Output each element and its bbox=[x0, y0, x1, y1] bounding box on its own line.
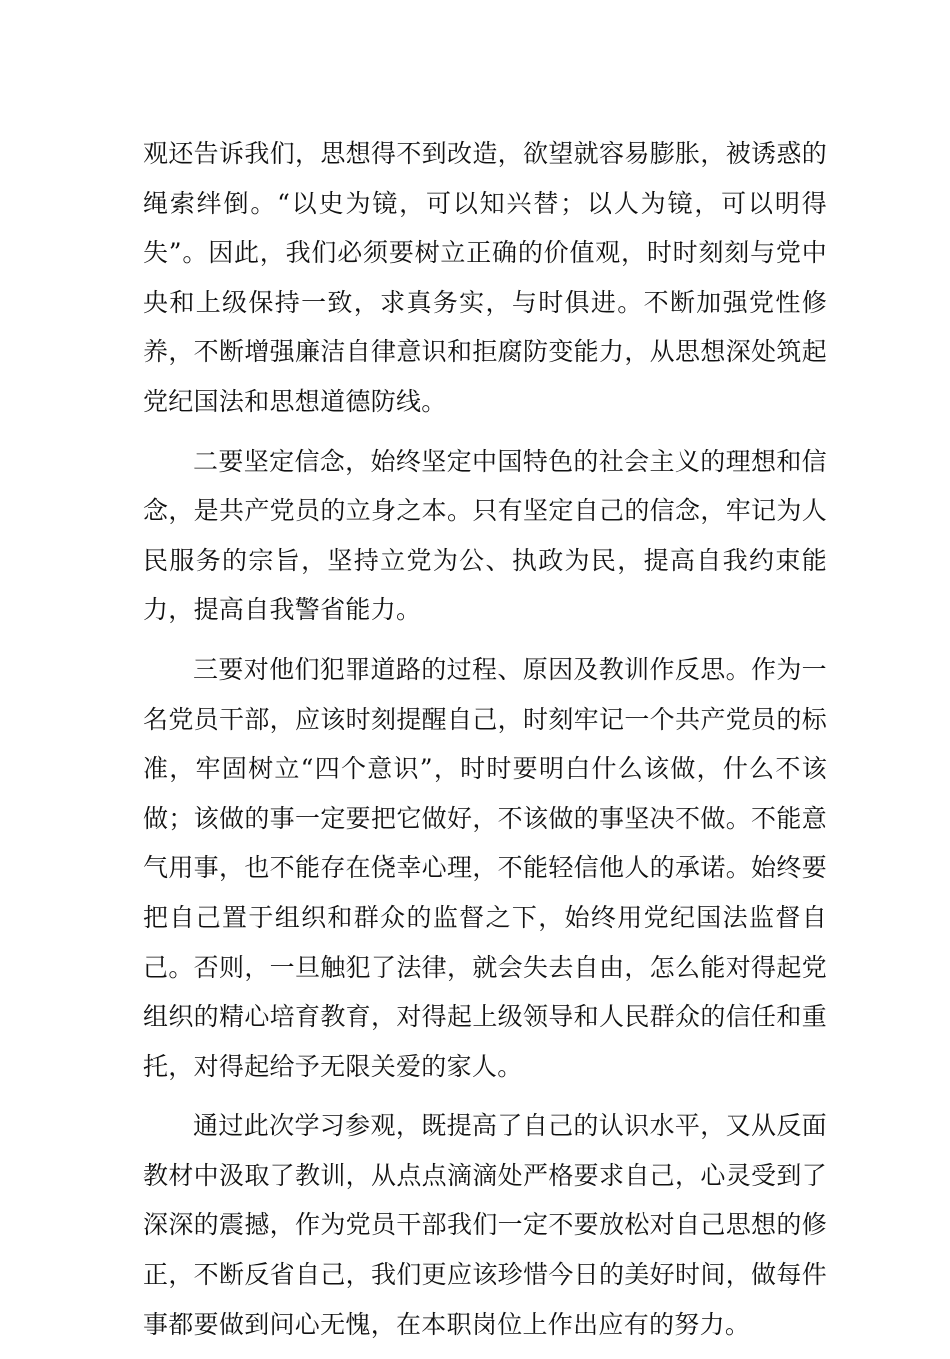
paragraph-conclusion: 通过此次学习参观，既提高了自己的认识水平，又从反面教材中汲取了教训，从点点滴滴处严格要求自己，心灵受到了深深的震撼，作为党员干部我们一定不要放松对自己思想的修正，不断反省自己，我们更应该珍惜今日的美好时间，做每件事都要做到问心无愧，在本职岗位上作出应有的努力。 bbox=[143, 1111, 827, 1339]
paragraph-continuation: 观还告诉我们，思想得不到改造，欲望就容易膨胀，被诱惑的绳索绊倒。“以史为镜，可以知兴替；以人为镜，可以明得失”。因此，我们必须要树立正确的价值观，时时刻刻与党中央和上级保持一致，求真务实，与时俱进。不断加强党性修养，不断增强廉洁自律意识和拒腐防变能力，从思想深处筑起党纪国法和思想道德防线。 bbox=[143, 139, 827, 416]
document-body bbox=[143, 129, 827, 1359]
paragraph-reflection: 三要对他们犯罪道路的过程、原因及教训作反思。作为一名党员干部，应该时刻提醒自己，时刻牢记一个共产党员的标准，牢固树立“四个意识”，时时要明白什么该做，什么不该做；该做的事一定要把它做好，不该做的事坚决不做。不能意气用事，也不能存在侥幸心理，不能轻信他人的承诺。始终要把自己置于组织和群众的监督之下，始终用党纪国法监督自己。否则，一旦触犯了法律，就会失去自由，怎么能对得起党组织的精心培育教育，对得起上级领导和人民群众的信任和重托，对得起给予无限关爱的家人。 bbox=[143, 654, 827, 1081]
paragraph-firm-belief: 二要坚定信念，始终坚定中国特色的社会主义的理想和信念，是共产党员的立身之本。只有坚定自己的信念，牢记为人民服务的宗旨，坚持立党为公、执政为民，提高自我约束能力，提高自我警省能力。 bbox=[143, 446, 827, 625]
